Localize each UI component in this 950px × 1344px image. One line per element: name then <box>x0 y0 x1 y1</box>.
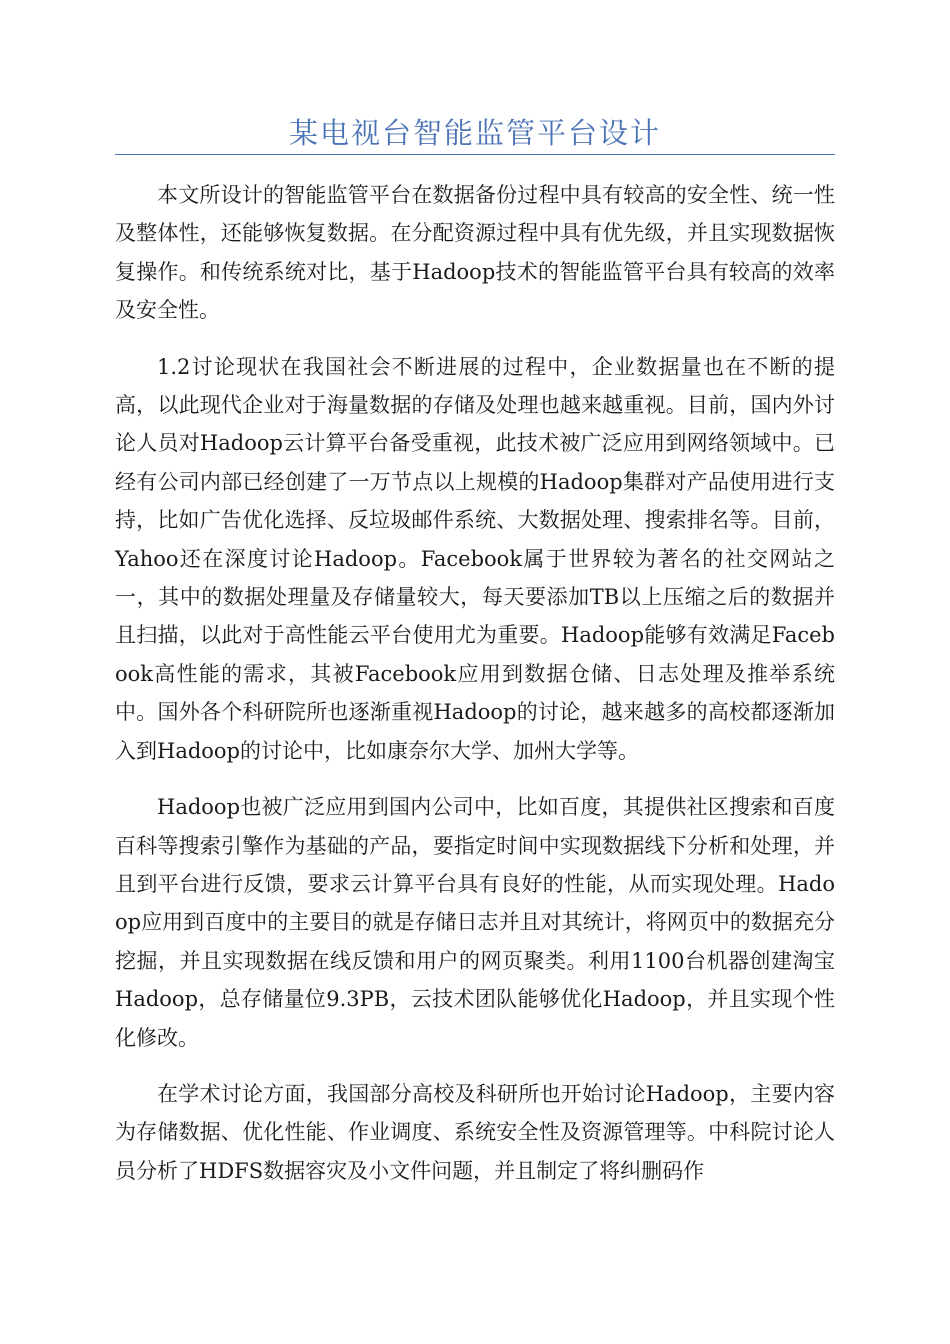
title-underline <box>115 154 835 155</box>
paragraph-domestic-applications: Hadoop也被广泛应用到国内公司中，比如百度，其提供社区搜索和百度百科等搜索引擎作为基础的产品，要指定时间中实现数据线下分析和处理，并且到平台进行反馈，要求云计算平台具有良好的性能，从而实现处理。Hadoop应用到百度中的主要目的就是存储日志并且对其统计，将网页中的数据充分挖掘，并且实现数据在线反馈和用户的网页聚类。利用1100台机器创建淘宝Hadoop，总存储量位9.3PB，云技术团队能够优化Hadoop，并且实现个性化修改。 <box>115 795 835 1050</box>
document-title: 某电视台智能监管平台设计 <box>288 116 661 150</box>
document-body <box>115 176 835 1208</box>
paragraph-research-status: 1.2讨论现状在我国社会不断进展的过程中，企业数据量也在不断的提高，以此现代企业对于海量数据的存储及处理也越来越重视。目前，国内外讨论人员对Hadoop云计算平台备受重视，此技术被广泛应用到网络领域中。已经有公司内部已经创建了一万节点以上规模的Hadoop集群对产品使用进行支持，比如广告优化选择、反垃圾邮件系统、大数据处理、搜索排名等。目前，Yahoo还在深度讨论Hadoop。Facebook属于世界较为著名的社交网站之一，其中的数据处理量及存储量较大，每天要添加TB以上压缩之后的数据并且扫描，以此对于高性能云平台使用尤为重要。Hadoop能够有效满足Facebook高性能的需求，其被Facebook应用到数据仓储、日志处理及推举系统中。国外各个科研院所也逐渐重视Hadoop的讨论，越来越多的高校都逐渐加入到Hadoop的讨论中，比如康奈尔大学、加州大学等。 <box>115 354 835 763</box>
paragraph-academic-research: 在学术讨论方面，我国部分高校及科研所也开始讨论Hadoop，主要内容为存储数据、优化性能、作业调度、系统安全性及资源管理等。中科院讨论人员分析了HDFS数据容灾及小文件问题，并且制定了将纠删码作 <box>115 1081 835 1183</box>
paragraph-intro-summary: 本文所设计的智能监管平台在数据备份过程中具有较高的安全性、统一性及整体性，还能够恢复数据。在分配资源过程中具有优先级，并且实现数据恢复操作。和传统系统对比，基于Hadoop技术的智能监管平台具有较高的效率及安全性。 <box>115 183 835 323</box>
